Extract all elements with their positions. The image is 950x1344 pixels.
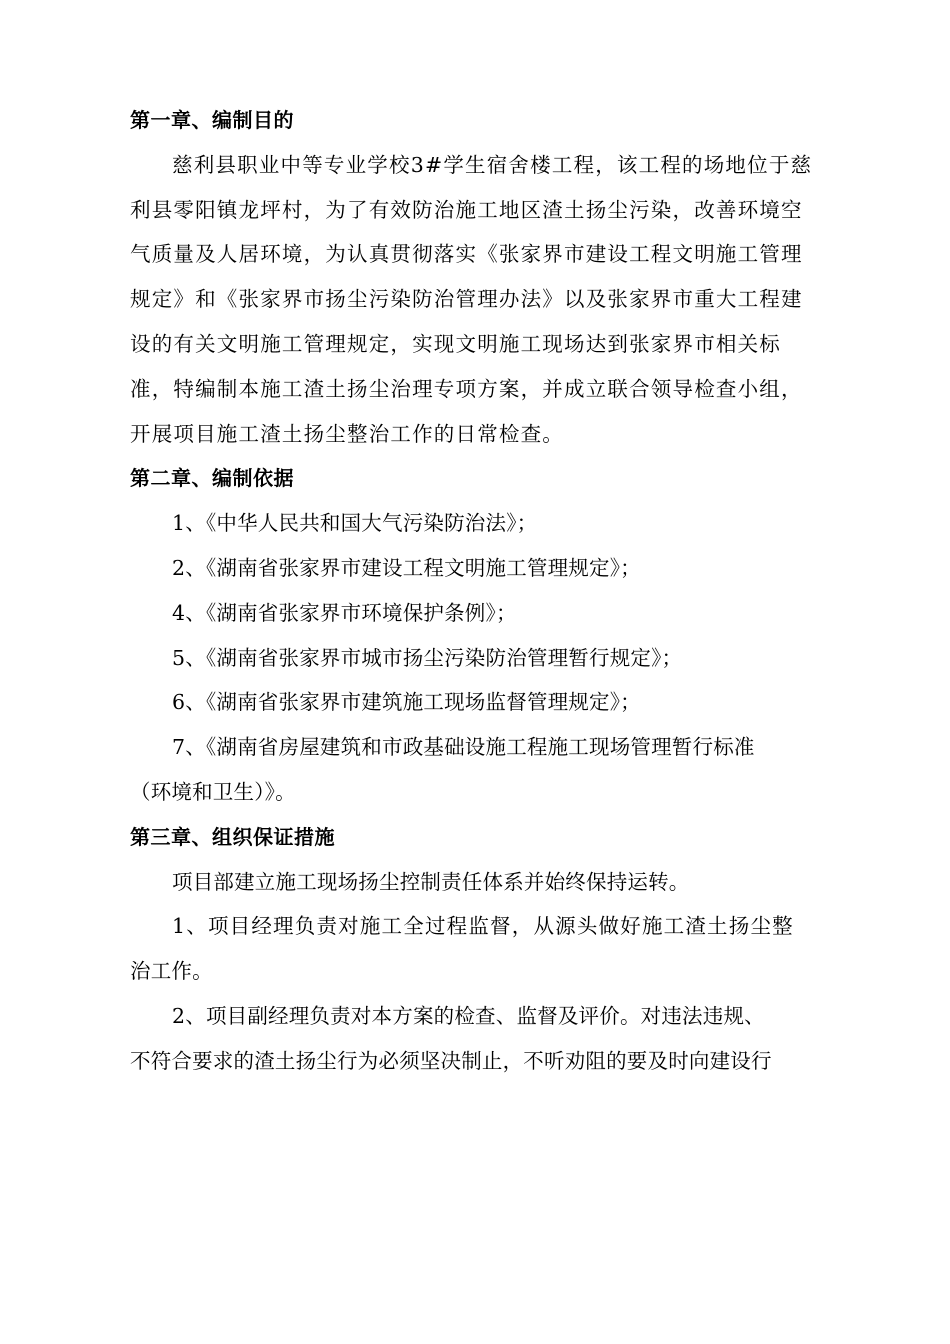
section-heading-organization: 第三章、组织保证措施 — [130, 824, 335, 849]
paragraph-line: 1、项目经理负责对施工全过程监督，从源头做好施工渣土扬尘整 — [172, 914, 794, 939]
paragraph-line: 不符合要求的渣土扬尘行为必须坚决制止，不听劝阻的要及时向建设行 — [130, 1048, 772, 1073]
list-item: 7、《湖南省房屋建筑和市政基础设施工程施工现场管理暂行标准 — [172, 735, 755, 760]
paragraph-line: 设的有关文明施工管理规定，实现文明施工现场达到张家界市相关标 — [130, 331, 781, 356]
list-item: 5、《湖南省张家界市城市扬尘污染防治管理暂行规定》； — [172, 645, 683, 670]
paragraph-line: 治工作。 — [130, 959, 213, 984]
paragraph-line: 利县零阳镇龙坪村，为了有效防治施工地区渣土扬尘污染，改善环境空 — [130, 197, 803, 222]
paragraph-line: 2、项目副经理负责对本方案的检查、监督及评价。对违法违规、 — [172, 1003, 765, 1028]
list-item-continuation: （环境和卫生）》。 — [130, 779, 296, 804]
paragraph-line: 准，特编制本施工渣土扬尘治理专项方案，并成立联合领导检查小组， — [130, 376, 803, 401]
paragraph-line: 规定》和《张家界市扬尘污染防治管理办法》以及张家界市重大工程建 — [130, 287, 803, 312]
paragraph-line: 项目部建立施工现场扬尘控制责任体系并始终保持运转。 — [172, 869, 690, 894]
section-heading-basis: 第二章、编制依据 — [130, 466, 294, 491]
document-body — [130, 98, 826, 1084]
list-item: 2、《湖南省张家界市建设工程文明施工管理规定》； — [172, 555, 641, 580]
list-item: 6、《湖南省张家界市建筑施工现场监督管理规定》； — [172, 690, 641, 715]
list-item: 1、《中华人民共和国大气污染防治法》； — [172, 511, 538, 536]
section-heading-purpose: 第一章、编制目的 — [130, 108, 294, 132]
paragraph-line: 慈利县职业中等专业学校3#学生宿舍楼工程，该工程的场地位于慈 — [172, 152, 813, 177]
paragraph-line: 气质量及人居环境，为认真贯彻落实《张家界市建设工程文明施工管理 — [130, 242, 803, 267]
paragraph-line: 开展项目施工渣土扬尘整治工作的日常检查。 — [130, 421, 564, 446]
list-item: 4、《湖南省张家界市环境保护条例》； — [172, 600, 517, 625]
